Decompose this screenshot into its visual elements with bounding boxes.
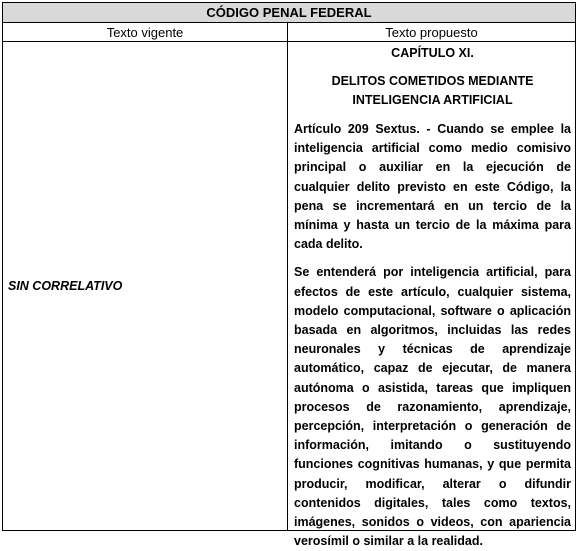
header-texto-vigente: Texto vigente	[3, 23, 288, 41]
article-paragraph-2: Se entenderá por inteligencia artificial, para efectos de este artículo, cualquier sistema, modelo computacional, software o aplicación basada en algoritmos, incluidas las redes neuronales y técnicas de aprendizaje automático, capaz de ejecutar, de manera autónoma o asistida, tareas que impliquen procesos de razonamiento, aprendizaje, percepción, interpretación o generación de información, imitando o sustituyendo funciones cognitivas humanas, y que permita producir, modificar, alterar o difundir contenidos digitales, tales como textos, imágenes, sonidos o videos, con apariencia verosímil o similar a la realidad.	[294, 265, 571, 549]
sin-correlativo-label: SIN CORRELATIVO	[8, 279, 123, 293]
table-title: CÓDIGO PENAL FEDERAL	[3, 3, 575, 23]
chapter-subtitle-line-1: DELITOS COMETIDOS MEDIANTE	[331, 74, 534, 88]
table-header-row	[3, 23, 575, 42]
chapter-subtitle	[294, 72, 571, 110]
article-paragraph-1: Artículo 209 Sextus. - Cuando se emplee la inteligencia artificial como medio comisivo principal o auxiliar en la ejecución de cualquier delito previsto en este Código, la pena se incrementará en un tercio de la mínima y hasta un tercio de la máxima para cada delito.	[294, 122, 571, 252]
table-body-row	[3, 42, 575, 549]
chapter-heading: CAPÍTULO XI.	[391, 46, 474, 60]
current-text-cell	[3, 42, 288, 530]
proposed-text-cell	[288, 42, 575, 549]
header-texto-propuesto: Texto propuesto	[385, 24, 478, 40]
comparison-table	[2, 2, 576, 549]
chapter-subtitle-line-2: INTELIGENCIA ARTIFICIAL	[352, 93, 513, 107]
